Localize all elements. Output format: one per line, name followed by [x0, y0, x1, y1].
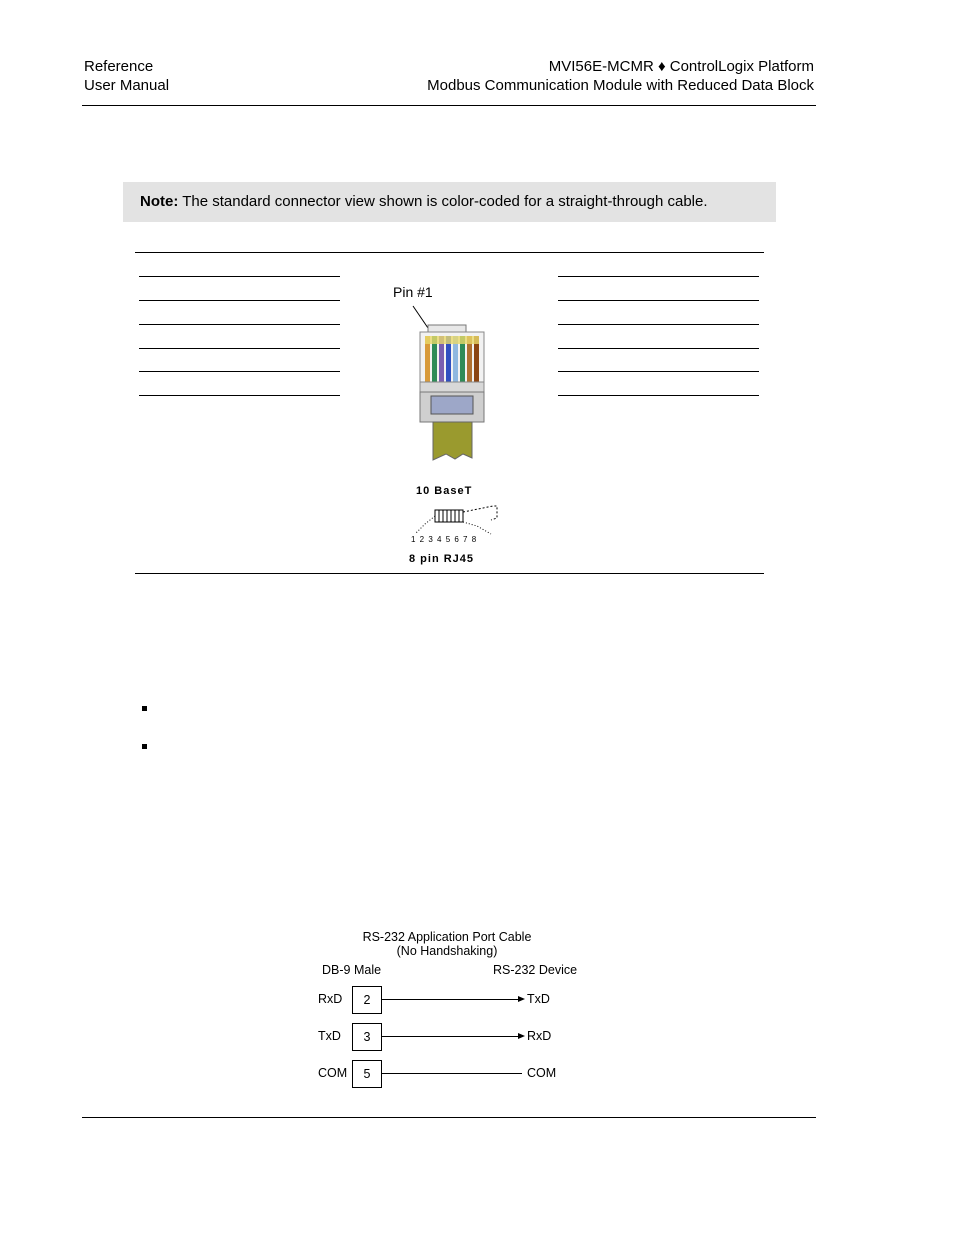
table-bottom-rule [135, 573, 764, 574]
right-line [558, 324, 759, 325]
pin-box: 5 [352, 1060, 382, 1088]
rs232-device-header: RS-232 Device [493, 963, 578, 977]
wire-line [382, 1036, 520, 1037]
right-line [558, 395, 759, 396]
pin-label: Pin #1 [393, 284, 433, 300]
rj45-connector-illustration [380, 298, 510, 468]
right-line [558, 300, 759, 301]
caption-10baset: 10 BaseT [416, 485, 473, 497]
header-left [84, 57, 169, 95]
row-right-label: RxD [527, 1029, 552, 1043]
row-left-label: COM [318, 1066, 348, 1080]
bullet-marker [142, 744, 147, 749]
pin-box: 2 [352, 986, 382, 1014]
note-label: Note: [140, 193, 179, 210]
caption-8pin-rj45: 8 pin RJ45 [409, 553, 475, 565]
note-text [140, 193, 708, 210]
rj45-schematic [405, 498, 505, 540]
table-top-rule [135, 252, 764, 253]
header-product: MVI56E-MCMR ♦ ControlLogix Platform [548, 58, 814, 75]
row-right-label: TxD [527, 992, 550, 1006]
right-line [558, 371, 759, 372]
note-body: The standard connector view shown is color-coded for a straight-through cable. [178, 193, 708, 210]
footer-rule [82, 1117, 816, 1118]
left-line [139, 324, 340, 325]
cable-diagram-title [340, 930, 554, 958]
right-line [558, 348, 759, 349]
left-line [139, 276, 340, 277]
header-right [314, 57, 814, 95]
arrow-icon [518, 1033, 525, 1039]
left-line [139, 395, 340, 396]
row-left-label: TxD [318, 1029, 341, 1043]
cable-title-line1: RS-232 Application Port Cable [362, 930, 532, 944]
wire-line [382, 1073, 522, 1074]
header-subtitle: Modbus Communication Module with Reduced Data Block [427, 77, 814, 94]
header-doc-type: User Manual [84, 77, 170, 94]
header-rule [82, 105, 816, 106]
left-line [139, 371, 340, 372]
row-left-label: RxD [318, 992, 343, 1006]
left-line [139, 300, 340, 301]
row-right-label: COM [527, 1066, 557, 1080]
pin-box: 3 [352, 1023, 382, 1051]
arrow-icon [518, 996, 525, 1002]
note-box [123, 182, 776, 222]
pin-numbers: 1 2 3 4 5 6 7 8 [411, 535, 478, 544]
right-line [558, 276, 759, 277]
db9-header: DB-9 Male [322, 963, 382, 977]
cable-title-line2: (No Handshaking) [396, 944, 498, 958]
bullet-marker [142, 706, 147, 711]
wire-line [382, 999, 520, 1000]
header-section: Reference [84, 58, 154, 75]
left-line [139, 348, 340, 349]
